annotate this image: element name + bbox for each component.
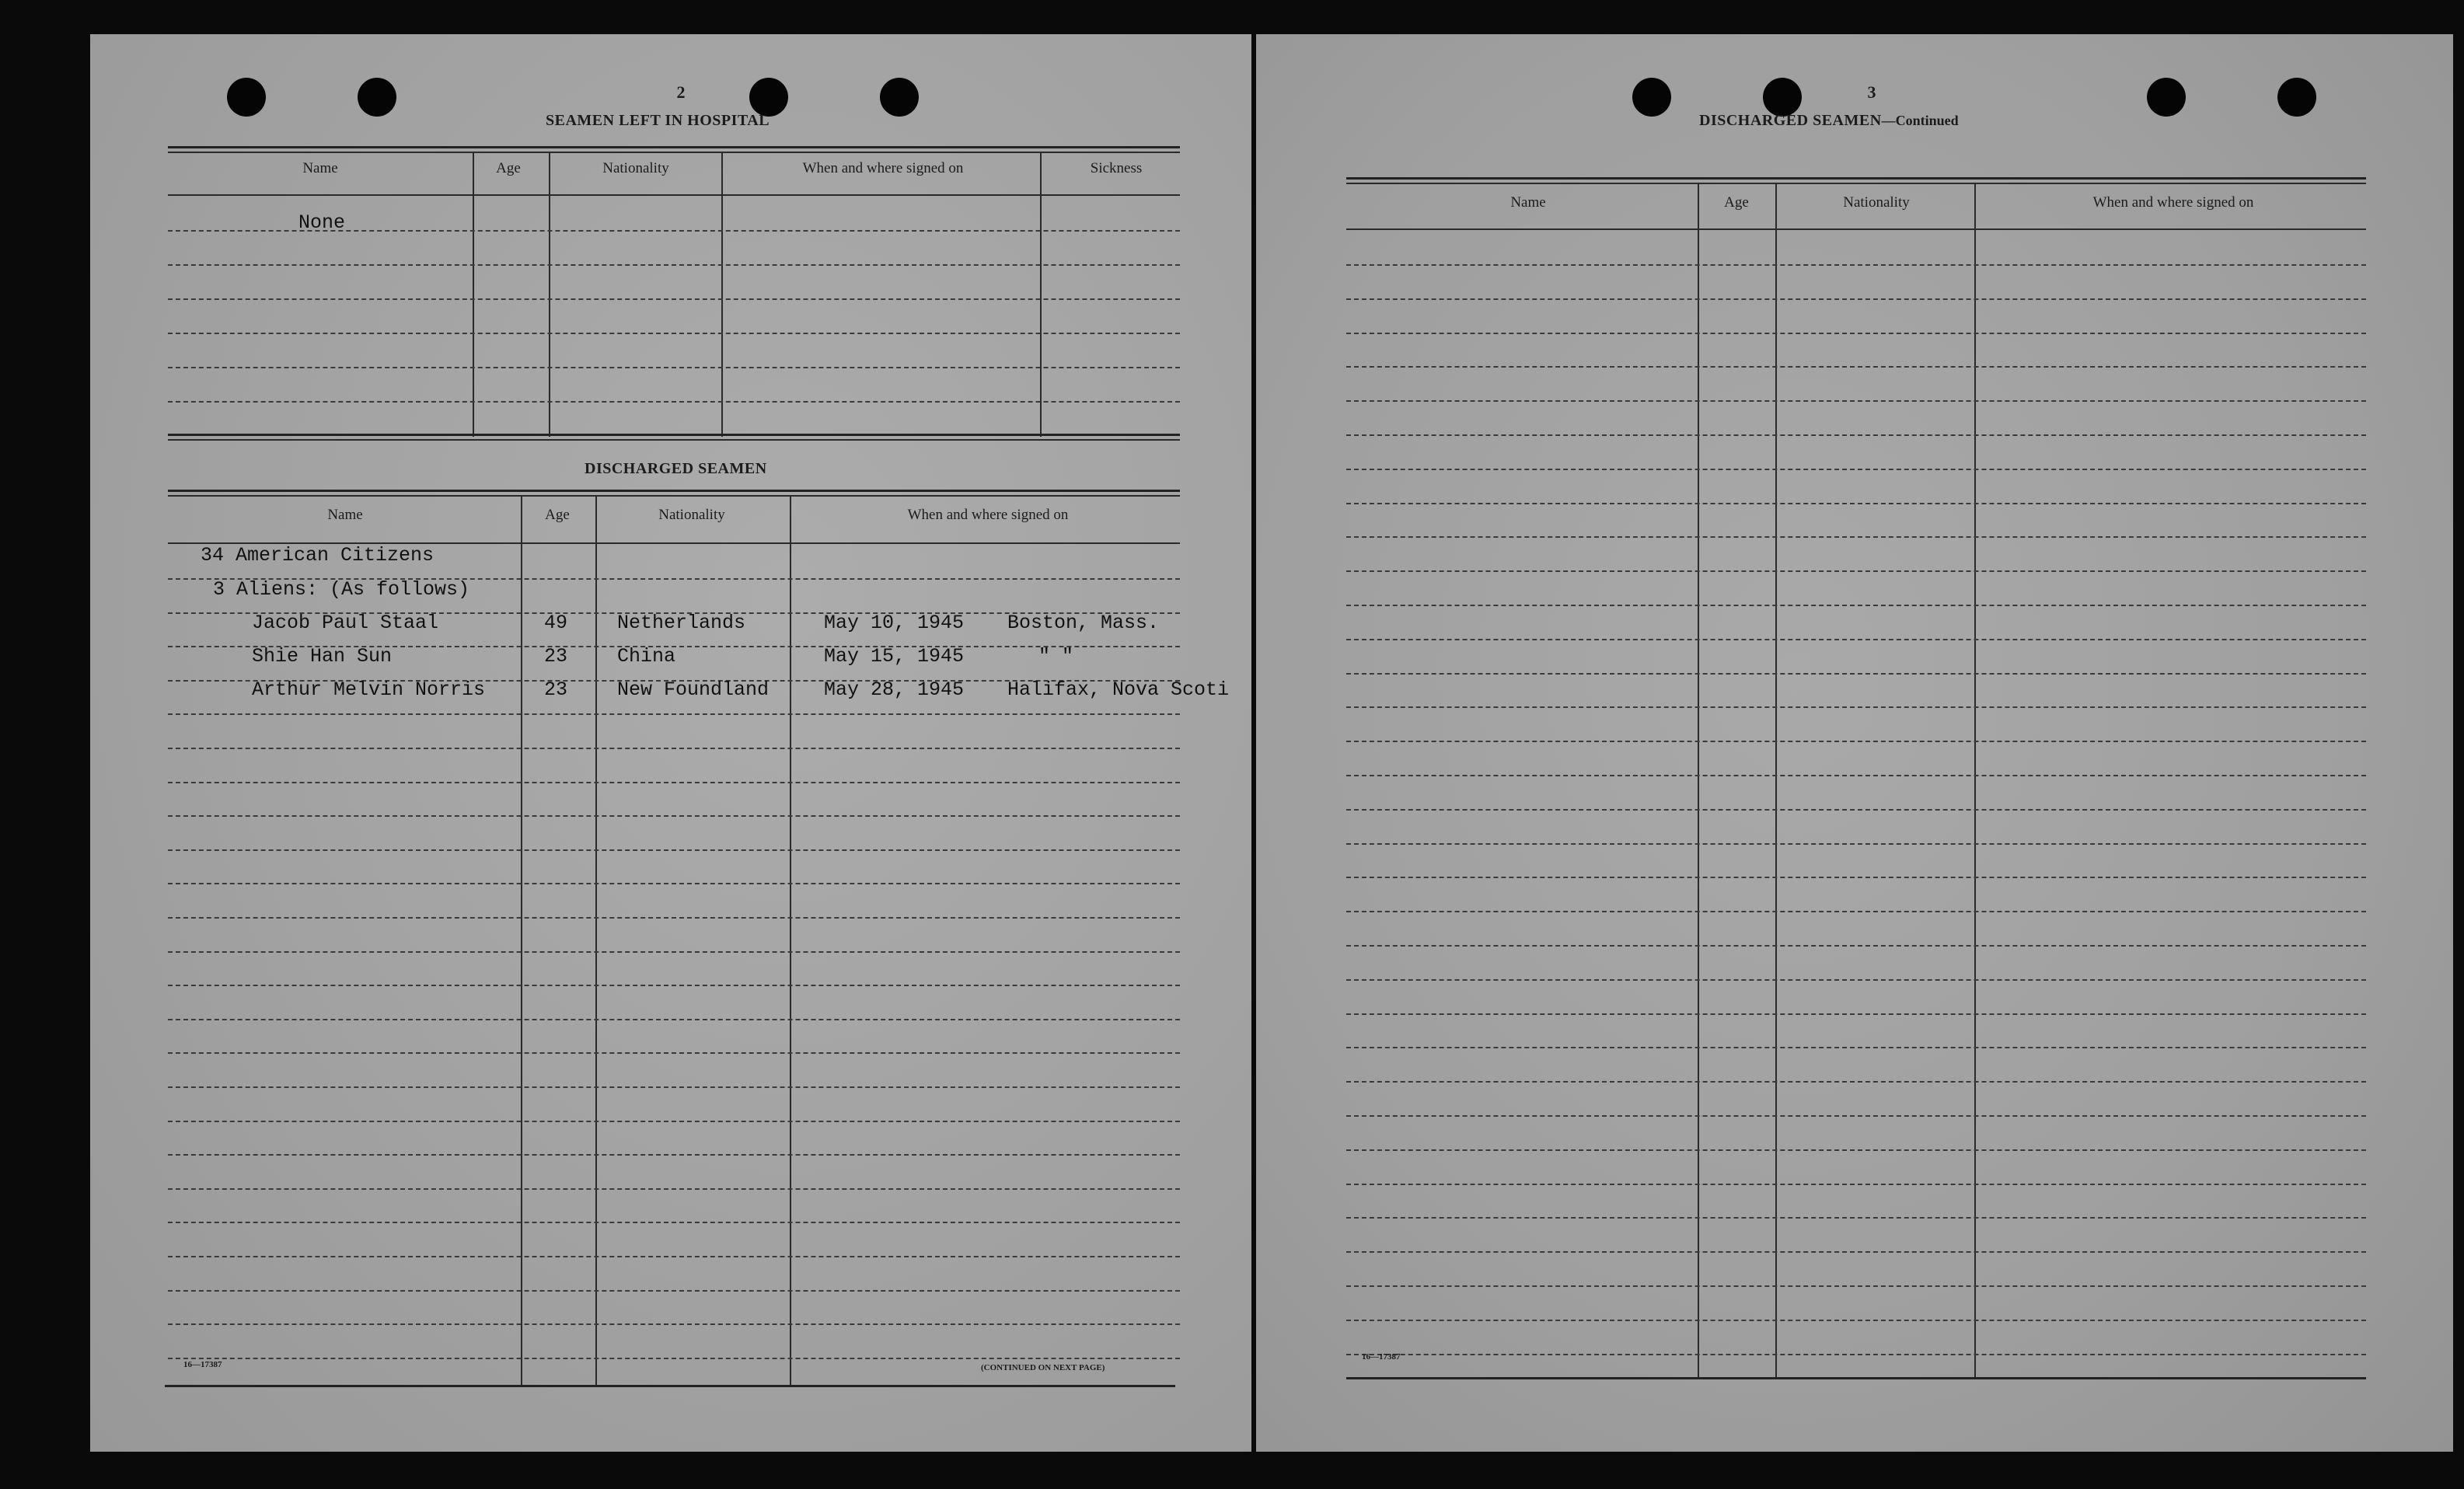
table-row — [1346, 1217, 2366, 1219]
table-row — [168, 367, 1180, 368]
table-row — [1346, 298, 2366, 300]
summary-aliens: 3 Aliens: (As follows) — [213, 578, 470, 601]
table-row — [1346, 809, 2366, 811]
table-row — [1346, 706, 2366, 708]
seaman-name: Jacob Paul Staal — [252, 612, 439, 634]
col-header-nationality: Nationality — [1843, 194, 1910, 211]
seaman-age: 23 — [544, 678, 568, 701]
page-number: 3 — [1867, 82, 1876, 102]
punch-hole — [880, 78, 919, 117]
seaman-name: Arthur Melvin Norris — [252, 678, 486, 701]
discharged-table-top-rule — [168, 490, 1180, 492]
table-row — [1346, 1354, 2366, 1355]
table-row — [168, 1358, 1180, 1359]
form-code: 16—17387 — [183, 1360, 222, 1369]
table-row — [1346, 945, 2366, 947]
table-row — [1346, 503, 2366, 504]
col-header-sickness: Sickness — [1090, 160, 1143, 176]
table-row — [168, 815, 1180, 817]
seaman-name: Shie Han Sun — [252, 645, 393, 668]
col-header-signed-on: When and where signed on — [2092, 194, 2254, 211]
table-row — [1346, 1184, 2366, 1185]
table-row — [168, 713, 1180, 715]
table-row — [168, 985, 1180, 986]
col-header-age: Age — [496, 160, 521, 176]
table-row — [168, 298, 1180, 300]
table-row — [168, 849, 1180, 851]
table-row — [168, 1290, 1180, 1292]
punch-hole — [227, 78, 266, 117]
table-row — [168, 1052, 1180, 1054]
seaman-nationality: China — [617, 645, 676, 668]
hospital-section-title: SEAMEN LEFT IN HOSPITAL — [546, 112, 770, 129]
continued-note: (CONTINUED ON NEXT PAGE) — [981, 1363, 1105, 1372]
seaman-nationality: New Foundland — [617, 678, 770, 701]
column-divider — [549, 152, 550, 437]
table-row — [168, 917, 1180, 919]
table-row — [168, 1256, 1180, 1257]
col-header-age: Age — [545, 507, 570, 523]
seaman-signed-date: May 28, 1945 — [824, 678, 965, 701]
punch-hole — [1763, 78, 1802, 117]
table-row — [1346, 1320, 2366, 1321]
punch-hole — [1632, 78, 1671, 117]
table-row — [1346, 673, 2366, 675]
table-row — [168, 1188, 1180, 1190]
column-divider — [595, 496, 597, 1385]
table-row — [1346, 1081, 2366, 1083]
table-row — [168, 1121, 1180, 1122]
table-row — [1346, 264, 2366, 266]
column-divider — [1698, 183, 1699, 1379]
col-header-name: Name — [1510, 194, 1546, 211]
table-row — [1346, 400, 2366, 402]
table-row — [1346, 469, 2366, 470]
table-row — [168, 1323, 1180, 1325]
table-row — [1346, 741, 2366, 742]
column-divider — [473, 152, 474, 437]
hospital-entry: None — [298, 211, 346, 234]
table-row — [168, 264, 1180, 266]
table-row — [168, 1019, 1180, 1020]
table-row — [168, 401, 1180, 403]
table-row — [1346, 570, 2366, 572]
table-bottom-rule — [1346, 1377, 2366, 1379]
table-row — [1346, 843, 2366, 845]
hospital-header-rule — [168, 194, 1180, 196]
discharged-continued-title — [1699, 112, 1959, 130]
seaman-signed-place: " " — [1038, 645, 1074, 668]
column-divider — [1040, 152, 1042, 437]
right-page — [1256, 34, 2453, 1452]
table-row — [1346, 1013, 2366, 1015]
punch-hole — [749, 78, 788, 117]
table-row — [1346, 1047, 2366, 1048]
col-header-signed-on: When and where signed on — [907, 507, 1069, 523]
summary-american-citizens: 34 American Citizens — [201, 544, 435, 567]
table-row — [1346, 1285, 2366, 1287]
seaman-signed-place: Boston, Mass. — [1007, 612, 1160, 634]
col-header-nationality: Nationality — [602, 160, 669, 176]
table-row — [1346, 434, 2366, 436]
col-header-nationality: Nationality — [658, 507, 725, 523]
column-divider — [521, 496, 522, 1385]
table-row — [1346, 1149, 2366, 1151]
seaman-signed-date: May 10, 1945 — [824, 612, 965, 634]
discharged-table-top-rule — [168, 495, 1180, 497]
table-row — [168, 951, 1180, 953]
col-header-signed-on: When and where signed on — [802, 160, 964, 176]
discharged-table-bottom-rule — [165, 1385, 1175, 1387]
table-row — [168, 333, 1180, 334]
page-number: 2 — [676, 82, 686, 102]
table-row — [1346, 639, 2366, 640]
table-row — [1346, 911, 2366, 912]
hospital-table-bottom-rule — [168, 434, 1180, 436]
table-row — [1346, 366, 2366, 368]
table-top-rule — [1346, 183, 2366, 184]
column-divider — [721, 152, 723, 437]
col-header-age: Age — [1724, 194, 1749, 211]
hospital-table-top-rule — [168, 146, 1180, 148]
hospital-table-top-rule — [168, 152, 1180, 153]
table-row — [168, 1086, 1180, 1088]
col-header-name: Name — [302, 160, 338, 176]
column-divider — [1775, 183, 1777, 1379]
table-row — [1346, 605, 2366, 606]
table-row — [1346, 775, 2366, 776]
seaman-nationality: Netherlands — [617, 612, 746, 634]
table-row — [168, 782, 1180, 783]
column-divider — [790, 496, 791, 1385]
table-row — [1346, 1251, 2366, 1253]
hospital-table-bottom-rule — [168, 439, 1180, 441]
table-row — [168, 1154, 1180, 1156]
table-row — [1346, 877, 2366, 878]
table-row — [168, 883, 1180, 884]
title-main: DISCHARGED SEAMEN — [1699, 112, 1882, 129]
form-code: 16—17387 — [1362, 1352, 1401, 1362]
table-row — [1346, 536, 2366, 538]
seaman-signed-date: May 15, 1945 — [824, 645, 965, 668]
table-row — [168, 1222, 1180, 1223]
table-row — [1346, 979, 2366, 981]
col-header-name: Name — [327, 507, 363, 523]
left-page — [90, 34, 1251, 1452]
table-row — [168, 748, 1180, 749]
seaman-age: 23 — [544, 645, 568, 668]
punch-hole — [2147, 78, 2186, 117]
punch-hole — [358, 78, 396, 117]
discharged-section-title: DISCHARGED SEAMEN — [585, 460, 767, 477]
title-suffix: —Continued — [1881, 113, 1959, 128]
punch-hole — [2277, 78, 2316, 117]
column-divider — [1974, 183, 1976, 1379]
table-top-rule — [1346, 177, 2366, 180]
seaman-age: 49 — [544, 612, 568, 634]
header-rule — [1346, 228, 2366, 230]
table-row — [1346, 1115, 2366, 1117]
seaman-signed-place: Halifax, Nova Scoti — [1007, 678, 1230, 701]
table-row — [1346, 333, 2366, 334]
